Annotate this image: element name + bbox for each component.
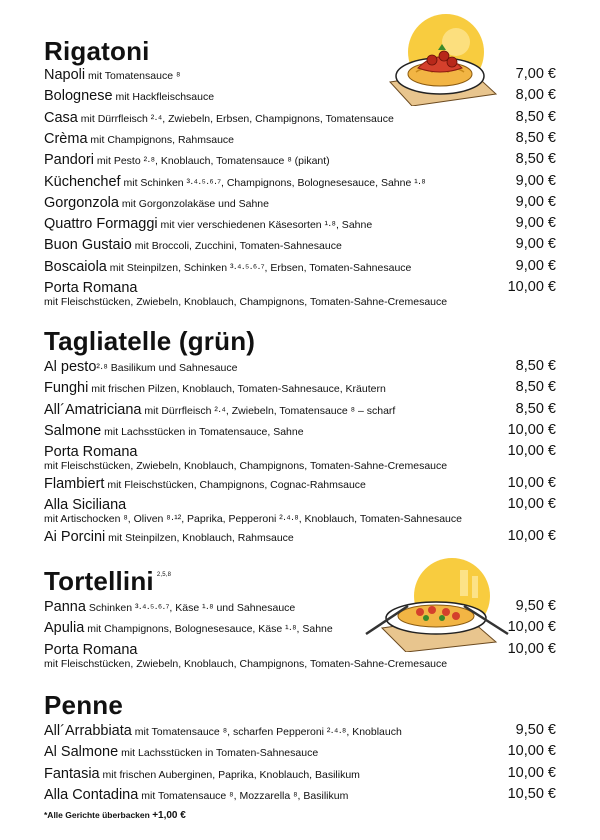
menu-item-name: Al pesto (44, 359, 97, 375)
menu-item (44, 722, 556, 742)
section-title (44, 326, 255, 357)
menu-item-price: 10,00 € (507, 443, 556, 460)
menu-item-line (44, 258, 556, 278)
menu-item-price: 10,00 € (507, 527, 556, 544)
menu-item-price: 10,00 € (507, 619, 556, 636)
menu-item-name: Funghi (44, 380, 89, 397)
menu-item-description: mit Lachsstücken in Tomaten-Sahnesauce (118, 747, 319, 760)
menu-item-name: Napoli (44, 67, 86, 83)
section-title-text: Tagliatelle (grün) (44, 326, 256, 356)
menu-item-line (44, 194, 556, 214)
menu-item-price: 7,00 € (515, 66, 556, 82)
menu-item-name: Fantasia (44, 765, 100, 782)
menu-item-line (44, 173, 556, 193)
section-title-text: Tortellini (44, 566, 154, 596)
menu-item-price: 10,50 € (507, 785, 556, 802)
menu-item-name: Alla Contadina (44, 786, 139, 803)
menu-item-name: Buon Gustaio (44, 237, 132, 254)
menu-item-name: Salmone (44, 422, 102, 439)
menu-item-name: Quattro Formaggi (44, 216, 158, 233)
footnote-text: *Alle Gerichte überbacken (44, 810, 153, 820)
section-title-text: Penne (44, 690, 124, 720)
menu-item-name: Gorgonzola (44, 194, 119, 211)
menu-item-name: Crèma (44, 130, 88, 147)
menu-item-line (44, 496, 556, 516)
menu-item-price: 9,00 € (515, 172, 556, 189)
menu-item-description: mit frischen Pilzen, Knoblauch, Tomaten-Sahnesauce, Kräutern (88, 383, 386, 396)
menu-item-description: mit Fleischstücken, Zwiebeln, Knoblauch, Champignons, Tomaten-Sahne-Cremesauce (44, 460, 448, 473)
menu-item-name: Apulia (44, 620, 85, 637)
menu-item-price: 10,00 € (507, 764, 556, 781)
menu-item-line (44, 379, 556, 399)
menu-item-description: mit Champignons, Bolognesesauce, Käse ¹·⁸, Sahne (84, 623, 333, 636)
menu-item-price: 10,00 € (507, 474, 556, 491)
menu-item-line (44, 422, 556, 442)
menu-item-description: mit Broccoli, Zucchini, Tomaten-Sahnesauce (131, 240, 342, 253)
menu-item-price: 8,50 € (515, 108, 556, 125)
menu-item-price: 10,00 € (507, 279, 556, 295)
menu-item-description: mit Dürrfleisch ²·⁴, Zwiebeln, Tomatensauce ⁸ – scharf (141, 404, 396, 417)
menu-item-price: 8,00 € (515, 87, 556, 104)
menu-item-line (44, 236, 556, 256)
menu-item-price: 10,00 € (507, 640, 556, 657)
menu-item-price: 9,00 € (515, 236, 556, 253)
menu-item-description: mit Schinken ³·⁴·⁵·⁶·⁷, Champignons, Bolognesesauce, Sahne ¹·⁸ (120, 176, 426, 189)
menu-item (44, 401, 556, 421)
menu-item (44, 194, 556, 214)
menu-item-line (44, 743, 556, 763)
menu-item (44, 358, 556, 378)
menu-item (44, 279, 556, 308)
menu-item-name: Bolognese (44, 88, 113, 105)
menu-item (44, 236, 556, 256)
menu-item (44, 379, 556, 399)
menu-item-price: 8,50 € (515, 379, 556, 396)
menu-item (44, 215, 556, 235)
menu-item (44, 422, 556, 442)
menu-item (44, 173, 556, 193)
section-title (44, 36, 150, 67)
section-title-text: Rigatoni (44, 36, 150, 66)
menu-item-description: mit Artischocken ⁸, Oliven ⁸·¹², Paprika, Pepperoni ²·⁴·⁸, Knoblauch, Tomaten-Sahnesauce (44, 513, 462, 526)
menu-item-line (44, 358, 556, 378)
menu-item-description: mit vier verschiedenen Käsesorten ¹·⁸, Sahne (157, 219, 373, 232)
menu-item-price: 9,00 € (515, 257, 556, 274)
menu-item-name: All´Arrabbiata (44, 723, 132, 739)
menu-item-name: Porta Romana (44, 641, 138, 658)
menu-item-name: Porta Romana (44, 444, 138, 461)
menu-item-name: Panna (44, 599, 86, 615)
menu-item-name: Küchenchef (44, 173, 121, 190)
menu-item-price: 9,00 € (515, 215, 556, 232)
menu-item-description: ²·⁸ Basilikum und Sahnesauce (96, 362, 238, 374)
menu-item-line (44, 475, 556, 495)
menu-item-line (44, 279, 556, 299)
menu-item-name: Flambiert (44, 475, 105, 492)
menu-item-description: mit Champignons, Rahmsauce (87, 133, 234, 146)
menu-item (44, 496, 556, 525)
footnote-price: +1,00 € (152, 810, 186, 821)
menu-item-description: mit Dürrfleisch ²·⁴, Zwiebeln, Erbsen, Champignons, Tomatensauce (77, 112, 394, 125)
menu-item-line (44, 109, 556, 129)
menu-item-price: 10,00 € (507, 496, 556, 513)
menu-item (44, 109, 556, 129)
menu-item-price: 10,00 € (507, 743, 556, 760)
menu-item-name: Pandori (44, 152, 94, 169)
menu-item-description: mit Pesto ²·⁸, Knoblauch, Tomatensauce ⁸ (pikant) (93, 155, 330, 168)
menu-item-description: mit Fleischstücken, Champignons, Cognac-Rahmsauce (104, 478, 366, 491)
menu-item-line (44, 722, 556, 742)
menu-item-description: mit Tomatensauce ⁸, scharfen Pepperoni ²·⁴·⁸, Knoblauch (131, 726, 402, 738)
footnote (44, 810, 186, 821)
menu-item-name: Boscaiola (44, 258, 107, 275)
pasta-plate-illustration (378, 12, 508, 106)
menu-item-line (44, 151, 556, 171)
menu-item-price: 8,50 € (515, 129, 556, 146)
menu-item-line (44, 401, 556, 421)
menu-item (44, 765, 556, 785)
menu-item (44, 258, 556, 278)
menu-item-description: mit frischen Auberginen, Paprika, Knoblauch, Basilikum (99, 768, 360, 781)
menu-item-price: 10,00 € (507, 421, 556, 438)
menu-item-description: mit Fleischstücken, Zwiebeln, Knoblauch, Champignons, Tomaten-Sahne-Cremesauce (44, 657, 448, 670)
menu-item (44, 528, 556, 548)
menu-item-line (44, 786, 556, 806)
menu-item (44, 443, 556, 472)
menu-item-price: 8,50 € (515, 358, 556, 374)
menu-item-line (44, 765, 556, 785)
menu-item-line (44, 130, 556, 150)
menu-item-description: mit Tomatensauce ⁸, Mozzarella ⁸, Basilikum (138, 789, 349, 802)
menu-item (44, 475, 556, 495)
menu-item-price: 8,50 € (515, 400, 556, 417)
menu-item-description: mit Hackfleischsauce (112, 91, 215, 104)
menu-item-line (44, 528, 556, 548)
menu-item-description: mit Tomatensauce ⁸ (85, 70, 181, 82)
menu-item (44, 130, 556, 150)
menu-item-price: 9,50 € (515, 598, 556, 614)
section-title (44, 690, 123, 721)
section-title (44, 566, 171, 597)
menu-item-name: Porta Romana (44, 280, 138, 296)
menu-item-description: mit Fleischstücken, Zwiebeln, Knoblauch, Champignons, Tomaten-Sahne-Cremesauce (44, 296, 448, 308)
menu-item-description: mit Gorgonzolakäse und Sahne (118, 197, 269, 210)
menu-item-description: Schinken ³·⁴·⁵·⁶·⁷, Käse ¹·⁸ und Sahnesauce (85, 602, 296, 614)
menu-item-name: Alla Siciliana (44, 497, 127, 514)
menu-item-line (44, 443, 556, 463)
menu-item-price: 9,50 € (515, 722, 556, 738)
menu-item-price: 9,00 € (515, 193, 556, 210)
menu-item-name: Casa (44, 109, 78, 126)
menu-item-description: mit Steinpilzen, Knoblauch, Rahmsauce (105, 531, 294, 544)
menu-item-price: 8,50 € (515, 151, 556, 168)
section-title-allergens: 2,5,8 (156, 572, 172, 578)
menu-item-description: mit Steinpilzen, Schinken ³·⁴·⁵·⁶·⁷, Erbsen, Tomaten-Sahnesauce (106, 261, 412, 274)
menu-item-description: mit Lachsstücken in Tomatensauce, Sahne (101, 425, 304, 438)
pasta-plate-fork-knife-illustration (362, 556, 512, 652)
menu-item-name: Al Salmone (44, 744, 119, 761)
menu-item-line (44, 215, 556, 235)
menu-item-name: All´Amatriciana (44, 401, 142, 418)
menu-item (44, 151, 556, 171)
menu-item (44, 786, 556, 806)
menu-item-name: Ai Porcini (44, 528, 106, 545)
menu-item (44, 743, 556, 763)
